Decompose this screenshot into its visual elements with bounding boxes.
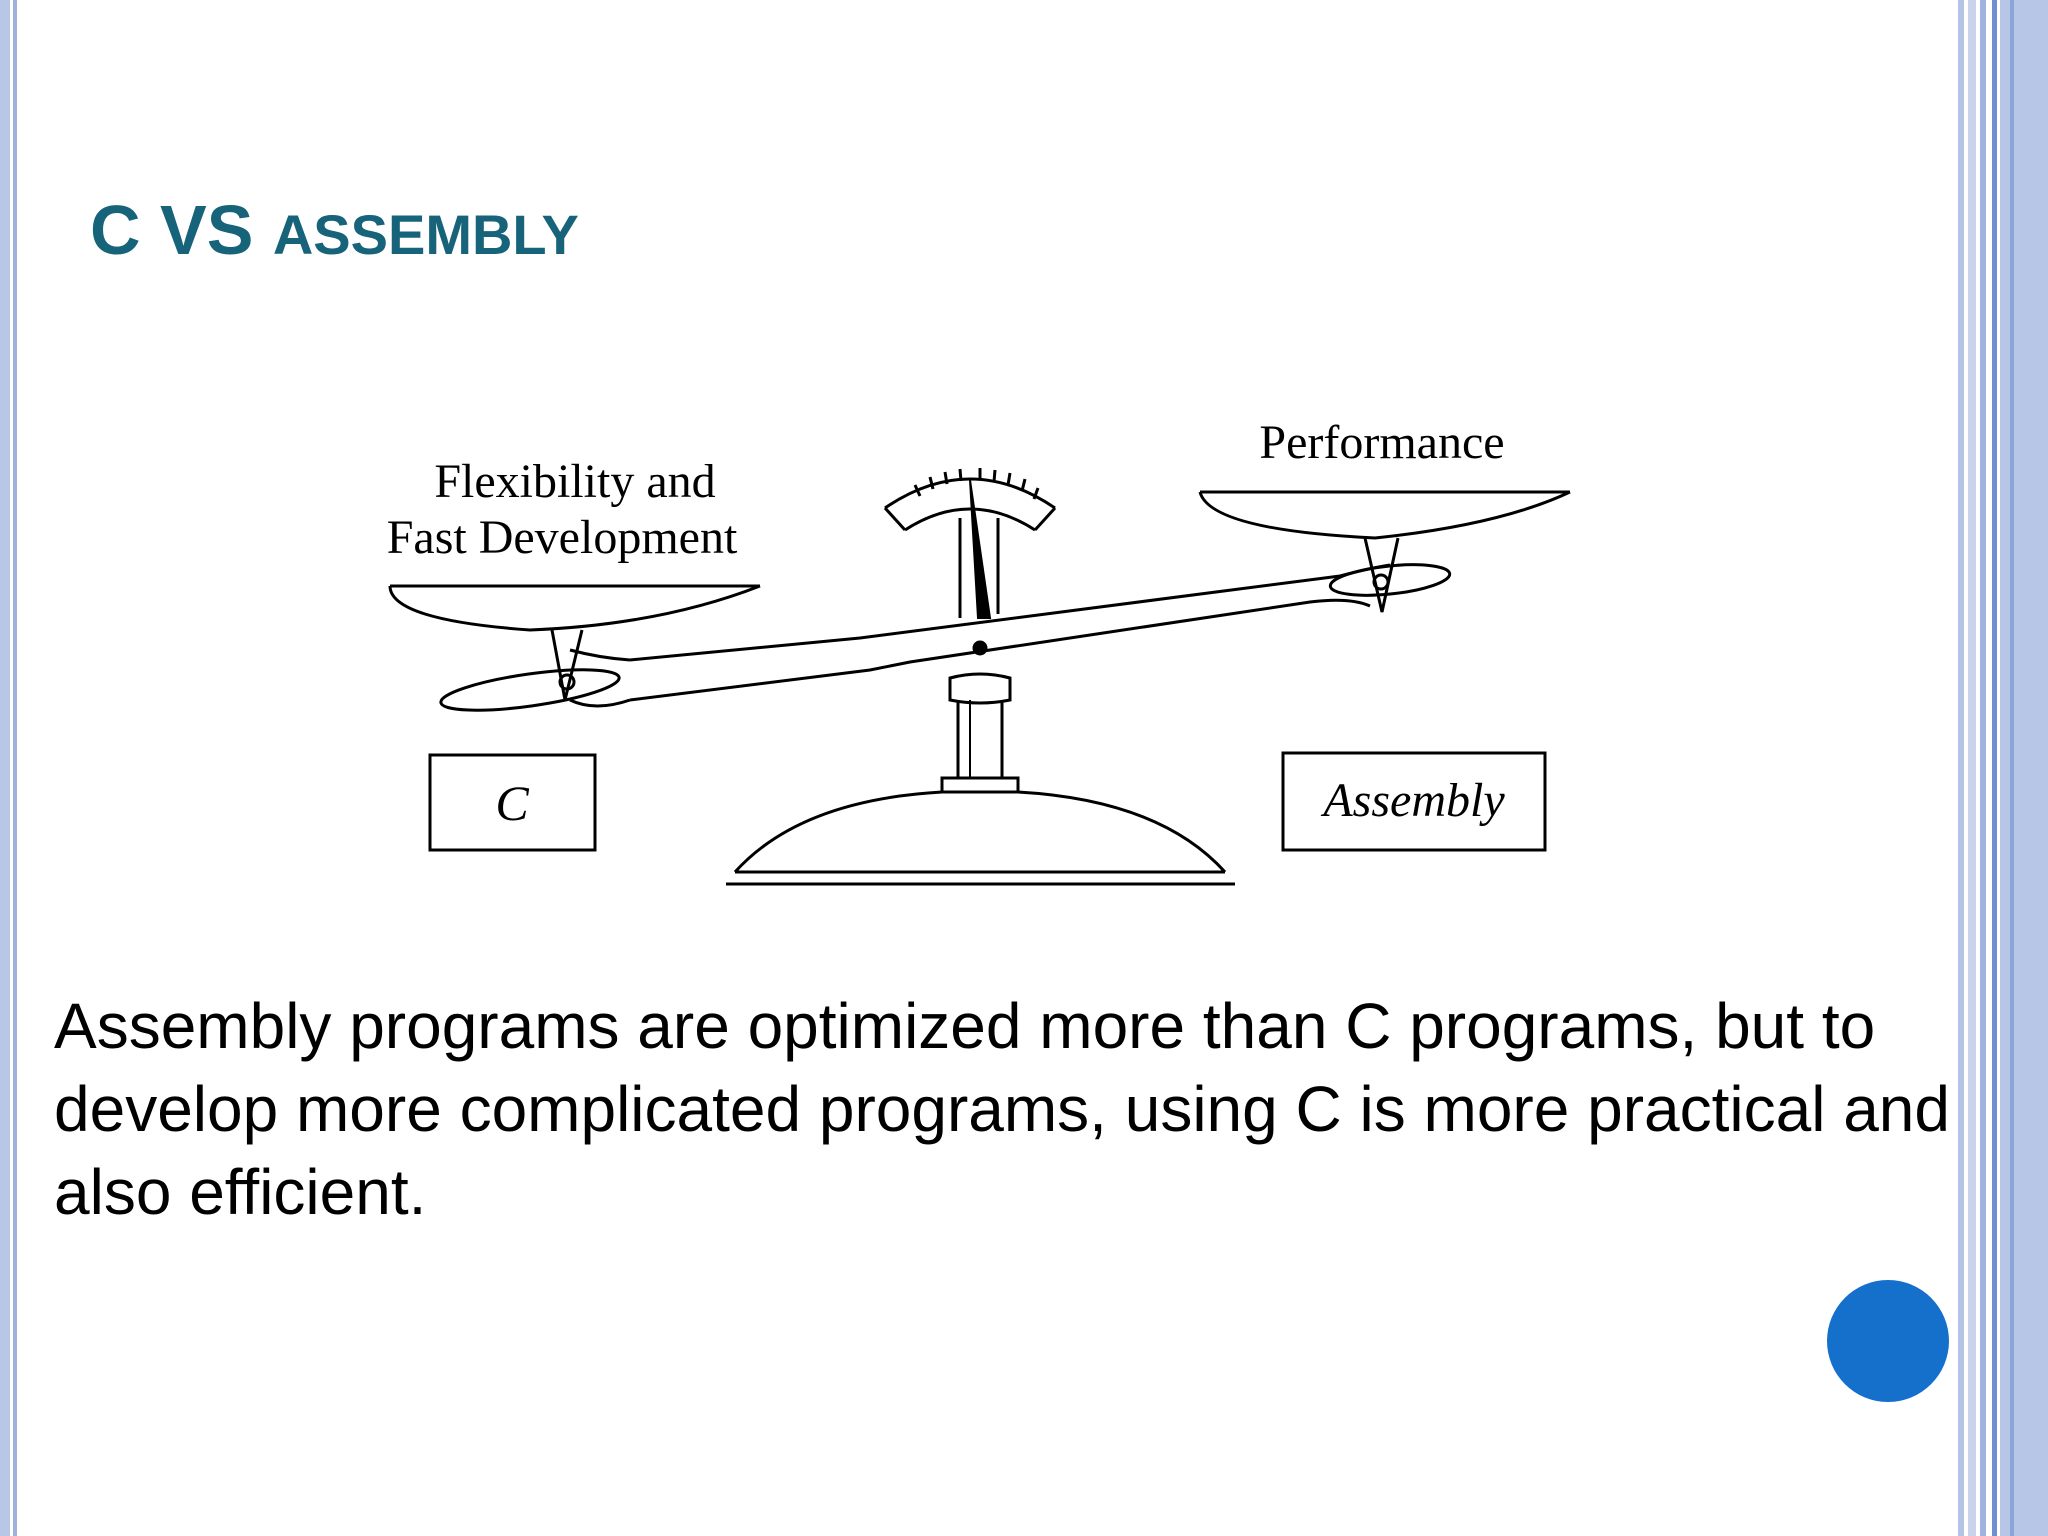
gauge-needle — [970, 480, 990, 618]
left-label-line1: Flexibility and — [434, 455, 716, 508]
right-box-label: Assembly — [1323, 774, 1505, 827]
pillar-collar — [950, 674, 1010, 703]
beam-left-end — [570, 650, 630, 660]
left-border-stripe — [0, 0, 10, 1536]
right-border-stripe — [1968, 0, 1976, 1536]
left-pan — [390, 586, 760, 630]
right-label: Performance — [1259, 416, 1505, 469]
title-prefix: C VS — [90, 191, 254, 269]
left-border-stripe — [13, 0, 17, 1536]
right-border-stripe — [1980, 0, 1986, 1536]
left-ring — [439, 662, 622, 719]
slide-title — [90, 190, 579, 270]
right-border-stripe — [1958, 0, 1964, 1536]
right-border-stripe — [2000, 0, 2048, 1536]
right-border-stripe — [1992, 0, 1997, 1536]
left-label-line2: Fast Development — [386, 511, 738, 564]
pillar-base-ring — [942, 778, 1018, 792]
right-border-stripe — [2010, 0, 2014, 1536]
slide-body-text: Assembly programs are optimized more than C programs, but to develop more complicated programs, using C is more practical and also efficient. — [54, 990, 1950, 1228]
right-pan — [1200, 492, 1570, 538]
left-box-label: C — [495, 775, 529, 831]
title-suffix: ASSEMBLY — [272, 203, 579, 266]
balance-scale-figure — [330, 400, 1600, 900]
beam-left-end-2 — [570, 700, 630, 706]
navigation-dot[interactable] — [1827, 1280, 1949, 1402]
gauge-arc-inner — [905, 509, 1035, 530]
center-pivot — [974, 642, 986, 654]
scale-base — [735, 792, 1225, 872]
